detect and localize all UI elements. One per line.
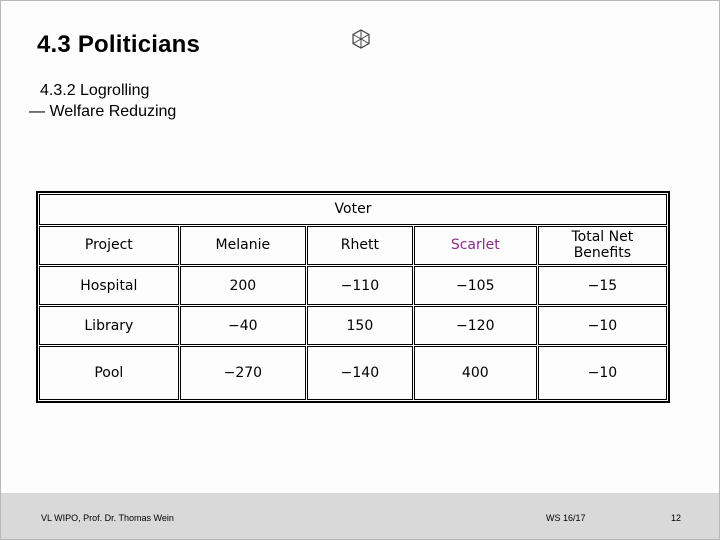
table-cell: −140: [307, 346, 413, 400]
row-project-cell: Pool: [39, 346, 179, 400]
table-cell: −40: [180, 306, 306, 345]
column-header-melanie: Melanie: [180, 226, 306, 265]
table-row: [39, 306, 667, 345]
table-header-row: [39, 226, 667, 265]
column-header-total-net-benefits: Total Net Benefits: [538, 226, 667, 265]
table-cell: −15: [538, 266, 667, 305]
page-number: 12: [671, 513, 682, 523]
column-header-rhett: Rhett: [307, 226, 413, 265]
voter-group-header: Voter: [39, 194, 667, 225]
section-tagline: — Welfare Reduzing: [29, 103, 177, 120]
column-header-scarlet: Scarlet: [414, 226, 537, 265]
table-cell: −120: [414, 306, 537, 345]
table-group-header-row: [39, 194, 667, 225]
table-row: [39, 346, 667, 400]
slide-footer: [1, 493, 719, 539]
footer-author: VL WIPO, Prof. Dr. Thomas Wein: [41, 513, 174, 523]
slide-title: 4.3 Politicians: [37, 31, 201, 58]
table-cell: 150: [307, 306, 413, 345]
table-cell: −270: [180, 346, 306, 400]
column-header-project: Project: [39, 226, 179, 265]
table-cell: −110: [307, 266, 413, 305]
table-cell: 400: [414, 346, 537, 400]
table-cell: −105: [414, 266, 537, 305]
table-cell: −10: [538, 346, 667, 400]
table-cell: −10: [538, 306, 667, 345]
voter-benefits-table: [36, 191, 670, 403]
section-subtitle: 4.3.2 Logrolling: [40, 82, 150, 99]
cube-logo-icon: [350, 28, 372, 50]
table-cell: 200: [180, 266, 306, 305]
row-project-cell: Library: [39, 306, 179, 345]
row-project-cell: Hospital: [39, 266, 179, 305]
footer-semester: WS 16/17: [546, 513, 586, 523]
table-row: [39, 266, 667, 305]
